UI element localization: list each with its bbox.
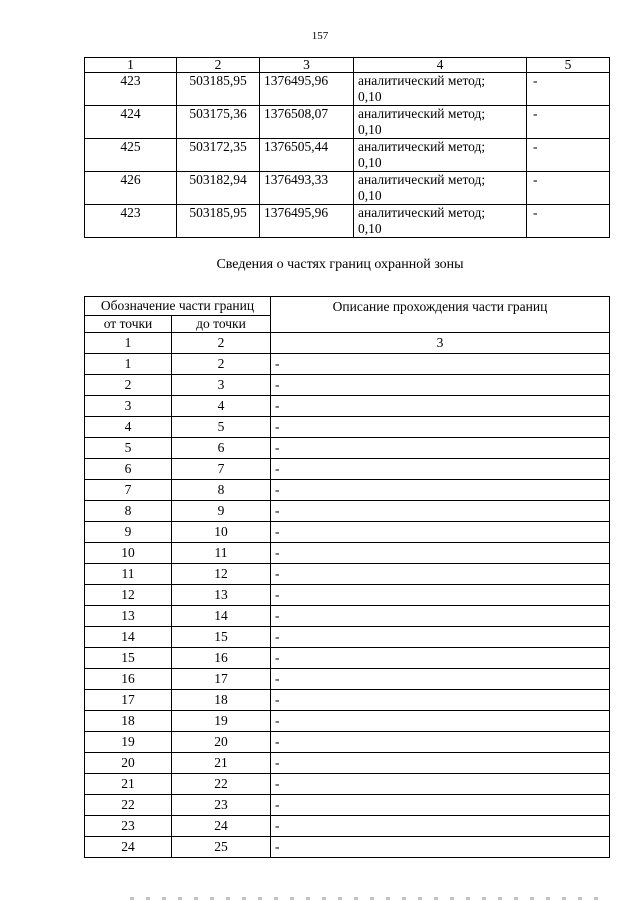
to-point: 9 <box>172 501 271 522</box>
from-point: 9 <box>85 522 172 543</box>
boundary-column-numbers <box>85 333 610 354</box>
boundary-parts-table <box>84 296 610 858</box>
boundary-row <box>85 522 610 543</box>
boundary-description: - <box>271 417 610 438</box>
accuracy-value: 0,10 <box>358 188 382 203</box>
boundary-description: - <box>271 669 610 690</box>
boundary-row <box>85 732 610 753</box>
coordinates-table <box>84 57 610 238</box>
method-text: аналитический метод; <box>358 106 486 121</box>
boundary-row <box>85 795 610 816</box>
method-text: аналитический метод; <box>358 172 486 187</box>
from-point: 1 <box>85 354 172 375</box>
note-cell: - <box>527 106 610 139</box>
x-coordinate: 503182,94 <box>177 172 260 205</box>
from-point: 15 <box>85 648 172 669</box>
from-point-header: от точки <box>85 316 172 333</box>
point-number: 423 <box>85 73 177 106</box>
boundary-description: - <box>271 438 610 459</box>
boundary-row <box>85 606 610 627</box>
boundary-row <box>85 459 610 480</box>
to-point: 20 <box>172 732 271 753</box>
boundary-description: - <box>271 816 610 837</box>
boundary-description-header: Описание прохождения части границ <box>271 297 610 333</box>
method-cell <box>354 73 527 106</box>
boundary-description: - <box>271 396 610 417</box>
method-text: аналитический метод; <box>358 139 486 154</box>
boundary-row <box>85 564 610 585</box>
method-cell <box>354 205 527 238</box>
boundary-header-row <box>85 297 610 316</box>
x-coordinate: 503172,35 <box>177 139 260 172</box>
to-point: 19 <box>172 711 271 732</box>
boundary-row <box>85 501 610 522</box>
y-coordinate: 1376495,96 <box>260 73 354 106</box>
from-point: 19 <box>85 732 172 753</box>
accuracy-value: 0,10 <box>358 89 382 104</box>
boundary-row <box>85 543 610 564</box>
x-coordinate: 503185,95 <box>177 205 260 238</box>
from-point: 18 <box>85 711 172 732</box>
coordinate-row <box>85 205 610 238</box>
accuracy-value: 0,10 <box>358 221 382 236</box>
from-point: 17 <box>85 690 172 711</box>
boundary-row <box>85 753 610 774</box>
boundary-description: - <box>271 543 610 564</box>
boundary-row <box>85 354 610 375</box>
boundary-description: - <box>271 522 610 543</box>
coordinate-row <box>85 73 610 106</box>
boundary-row <box>85 585 610 606</box>
boundary-description: - <box>271 711 610 732</box>
boundary-description: - <box>271 690 610 711</box>
to-point: 15 <box>172 627 271 648</box>
boundary-description: - <box>271 732 610 753</box>
from-point: 7 <box>85 480 172 501</box>
note-cell: - <box>527 139 610 172</box>
col-number-3: 3 <box>260 58 354 73</box>
from-point: 11 <box>85 564 172 585</box>
col-number-2: 2 <box>177 58 260 73</box>
to-point: 11 <box>172 543 271 564</box>
from-point: 23 <box>85 816 172 837</box>
boundary-row <box>85 648 610 669</box>
boundary-description: - <box>271 564 610 585</box>
to-point: 10 <box>172 522 271 543</box>
from-point: 24 <box>85 837 172 858</box>
boundary-description: - <box>271 753 610 774</box>
boundary-designation-header: Обозначение части границ <box>85 297 271 316</box>
boundary-description: - <box>271 837 610 858</box>
col-number-1: 1 <box>85 333 172 354</box>
point-number: 425 <box>85 139 177 172</box>
boundary-description: - <box>271 627 610 648</box>
from-point: 21 <box>85 774 172 795</box>
boundary-row <box>85 816 610 837</box>
to-point: 12 <box>172 564 271 585</box>
boundary-row <box>85 774 610 795</box>
to-point-header: до точки <box>172 316 271 333</box>
from-point: 20 <box>85 753 172 774</box>
boundary-description: - <box>271 606 610 627</box>
to-point: 16 <box>172 648 271 669</box>
boundary-description: - <box>271 648 610 669</box>
method-text: аналитический метод; <box>358 205 486 220</box>
boundary-row <box>85 396 610 417</box>
boundary-row <box>85 711 610 732</box>
coordinate-row <box>85 139 610 172</box>
boundary-row <box>85 375 610 396</box>
x-coordinate: 503175,36 <box>177 106 260 139</box>
point-number: 423 <box>85 205 177 238</box>
to-point: 7 <box>172 459 271 480</box>
to-point: 22 <box>172 774 271 795</box>
boundary-description: - <box>271 459 610 480</box>
to-point: 21 <box>172 753 271 774</box>
boundary-row <box>85 417 610 438</box>
y-coordinate: 1376508,07 <box>260 106 354 139</box>
point-number: 424 <box>85 106 177 139</box>
col-number-4: 4 <box>354 58 527 73</box>
method-cell <box>354 106 527 139</box>
boundary-description: - <box>271 375 610 396</box>
boundary-description: - <box>271 480 610 501</box>
boundary-row <box>85 690 610 711</box>
coordinate-row <box>85 172 610 205</box>
to-point: 23 <box>172 795 271 816</box>
boundary-description: - <box>271 585 610 606</box>
boundary-row <box>85 480 610 501</box>
from-point: 14 <box>85 627 172 648</box>
from-point: 2 <box>85 375 172 396</box>
col-number-5: 5 <box>527 58 610 73</box>
method-cell <box>354 139 527 172</box>
y-coordinate: 1376505,44 <box>260 139 354 172</box>
to-point: 4 <box>172 396 271 417</box>
to-point: 18 <box>172 690 271 711</box>
from-point: 5 <box>85 438 172 459</box>
to-point: 3 <box>172 375 271 396</box>
col-number-3: 3 <box>271 333 610 354</box>
y-coordinate: 1376493,33 <box>260 172 354 205</box>
col-number-1: 1 <box>85 58 177 73</box>
method-cell <box>354 172 527 205</box>
boundary-description: - <box>271 795 610 816</box>
point-number: 426 <box>85 172 177 205</box>
boundary-description: - <box>271 774 610 795</box>
to-point: 6 <box>172 438 271 459</box>
note-cell: - <box>527 172 610 205</box>
from-point: 6 <box>85 459 172 480</box>
to-point: 14 <box>172 606 271 627</box>
boundary-description: - <box>271 501 610 522</box>
from-point: 10 <box>85 543 172 564</box>
from-point: 3 <box>85 396 172 417</box>
boundary-description: - <box>271 354 610 375</box>
to-point: 5 <box>172 417 271 438</box>
note-cell: - <box>527 205 610 238</box>
from-point: 12 <box>85 585 172 606</box>
coordinate-row <box>85 106 610 139</box>
from-point: 22 <box>85 795 172 816</box>
to-point: 8 <box>172 480 271 501</box>
from-point: 4 <box>85 417 172 438</box>
from-point: 16 <box>85 669 172 690</box>
to-point: 24 <box>172 816 271 837</box>
x-coordinate: 503185,95 <box>177 73 260 106</box>
to-point: 13 <box>172 585 271 606</box>
boundary-row <box>85 669 610 690</box>
accuracy-value: 0,10 <box>358 155 382 170</box>
from-point: 8 <box>85 501 172 522</box>
boundary-row <box>85 627 610 648</box>
to-point: 17 <box>172 669 271 690</box>
boundary-row <box>85 438 610 459</box>
y-coordinate: 1376495,96 <box>260 205 354 238</box>
to-point: 25 <box>172 837 271 858</box>
col-number-2: 2 <box>172 333 271 354</box>
section-title: Сведения о частях границ охранной зоны <box>216 257 464 272</box>
boundary-row <box>85 837 610 858</box>
from-point: 13 <box>85 606 172 627</box>
accuracy-value: 0,10 <box>358 122 382 137</box>
note-cell: - <box>527 73 610 106</box>
coordinates-column-numbers <box>85 58 610 73</box>
to-point: 2 <box>172 354 271 375</box>
page-number: 157 <box>311 30 329 42</box>
scan-footer-marks <box>130 897 610 900</box>
method-text: аналитический метод; <box>358 73 486 88</box>
